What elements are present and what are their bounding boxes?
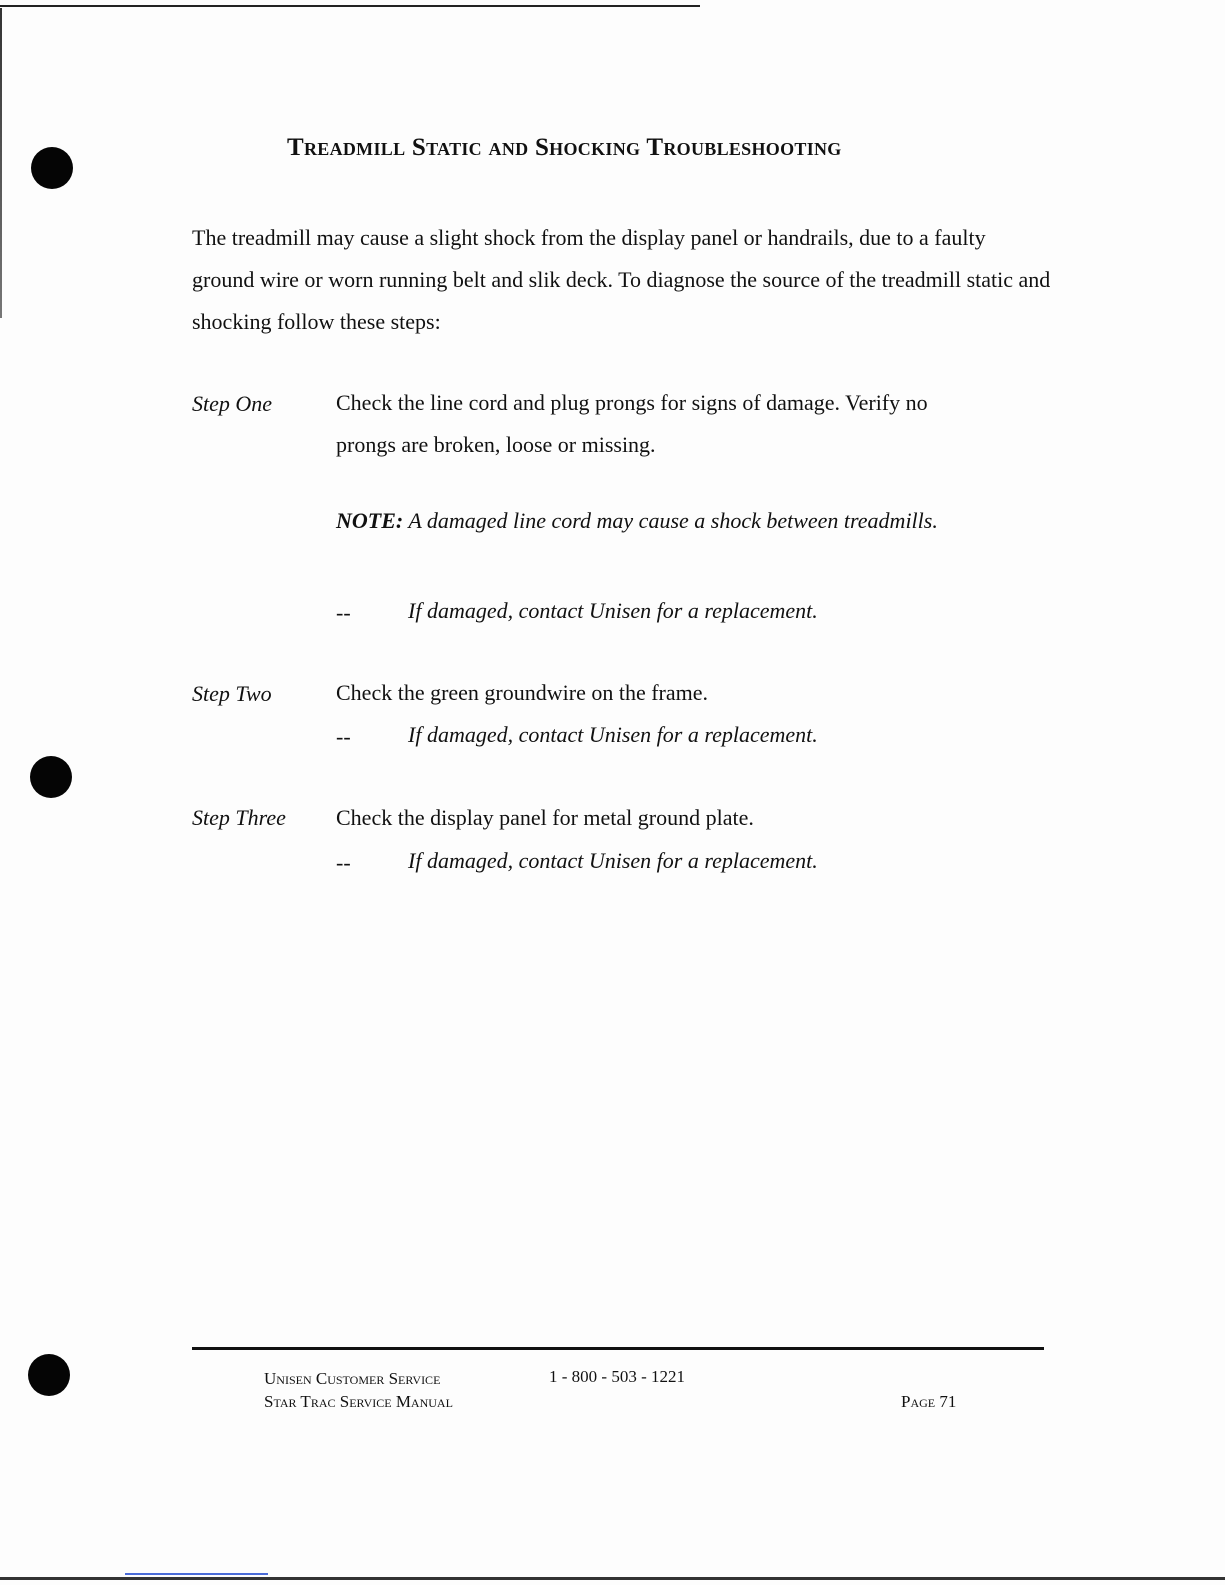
punch-hole-bottom bbox=[28, 1354, 70, 1396]
step-two-action: If damaged, contact Unisen for a replacement. bbox=[408, 722, 818, 747]
scan-bottom-edge bbox=[0, 1577, 1225, 1580]
scan-left-edge bbox=[0, 8, 2, 318]
step-two-label: Step Two bbox=[192, 681, 272, 706]
scan-top-edge bbox=[0, 5, 700, 7]
step-three-dash: -- bbox=[336, 850, 351, 875]
footer-divider bbox=[192, 1347, 1044, 1350]
step-one-note bbox=[336, 508, 938, 534]
step-one-text-line-1: Check the line cord and plug prongs for signs of damage. Verify no bbox=[336, 390, 928, 415]
step-two-dash: -- bbox=[336, 724, 351, 749]
step-one-text-line-2: prongs are broken, loose or missing. bbox=[336, 432, 656, 457]
footer-page-number: Page 71 bbox=[901, 1392, 957, 1411]
step-two-text: Check the green groundwire on the frame. bbox=[336, 680, 709, 705]
step-three-action: If damaged, contact Unisen for a replacement. bbox=[408, 848, 818, 873]
intro-paragraph: The treadmill may cause a slight shock from the display panel or handrails, due to a faulty ground wire or worn running belt and slik deck. To diagnose the source of the treadmill static and shocking follow these steps: bbox=[192, 225, 1051, 334]
footer-company: Unisen Customer Service bbox=[264, 1369, 441, 1388]
step-three-label: Step Three bbox=[192, 805, 286, 830]
punch-hole-middle bbox=[30, 756, 72, 798]
punch-hole-top bbox=[31, 147, 73, 189]
step-one-action: If damaged, contact Unisen for a replacement. bbox=[408, 598, 818, 623]
page-title: Treadmill Static and Shocking Troubleshooting bbox=[287, 134, 842, 161]
step-one-label: Step One bbox=[192, 391, 273, 416]
note-prefix: NOTE: bbox=[336, 508, 404, 533]
step-one-dash: -- bbox=[336, 600, 351, 625]
scan-bottom-accent bbox=[125, 1573, 268, 1575]
footer-phone: 1 - 800 - 503 - 1221 bbox=[549, 1367, 685, 1386]
note-text: A damaged line cord may cause a shock between treadmills. bbox=[408, 508, 938, 533]
step-three-text: Check the display panel for metal ground plate. bbox=[336, 805, 754, 830]
footer-manual-title: Star Trac Service Manual bbox=[264, 1392, 453, 1411]
